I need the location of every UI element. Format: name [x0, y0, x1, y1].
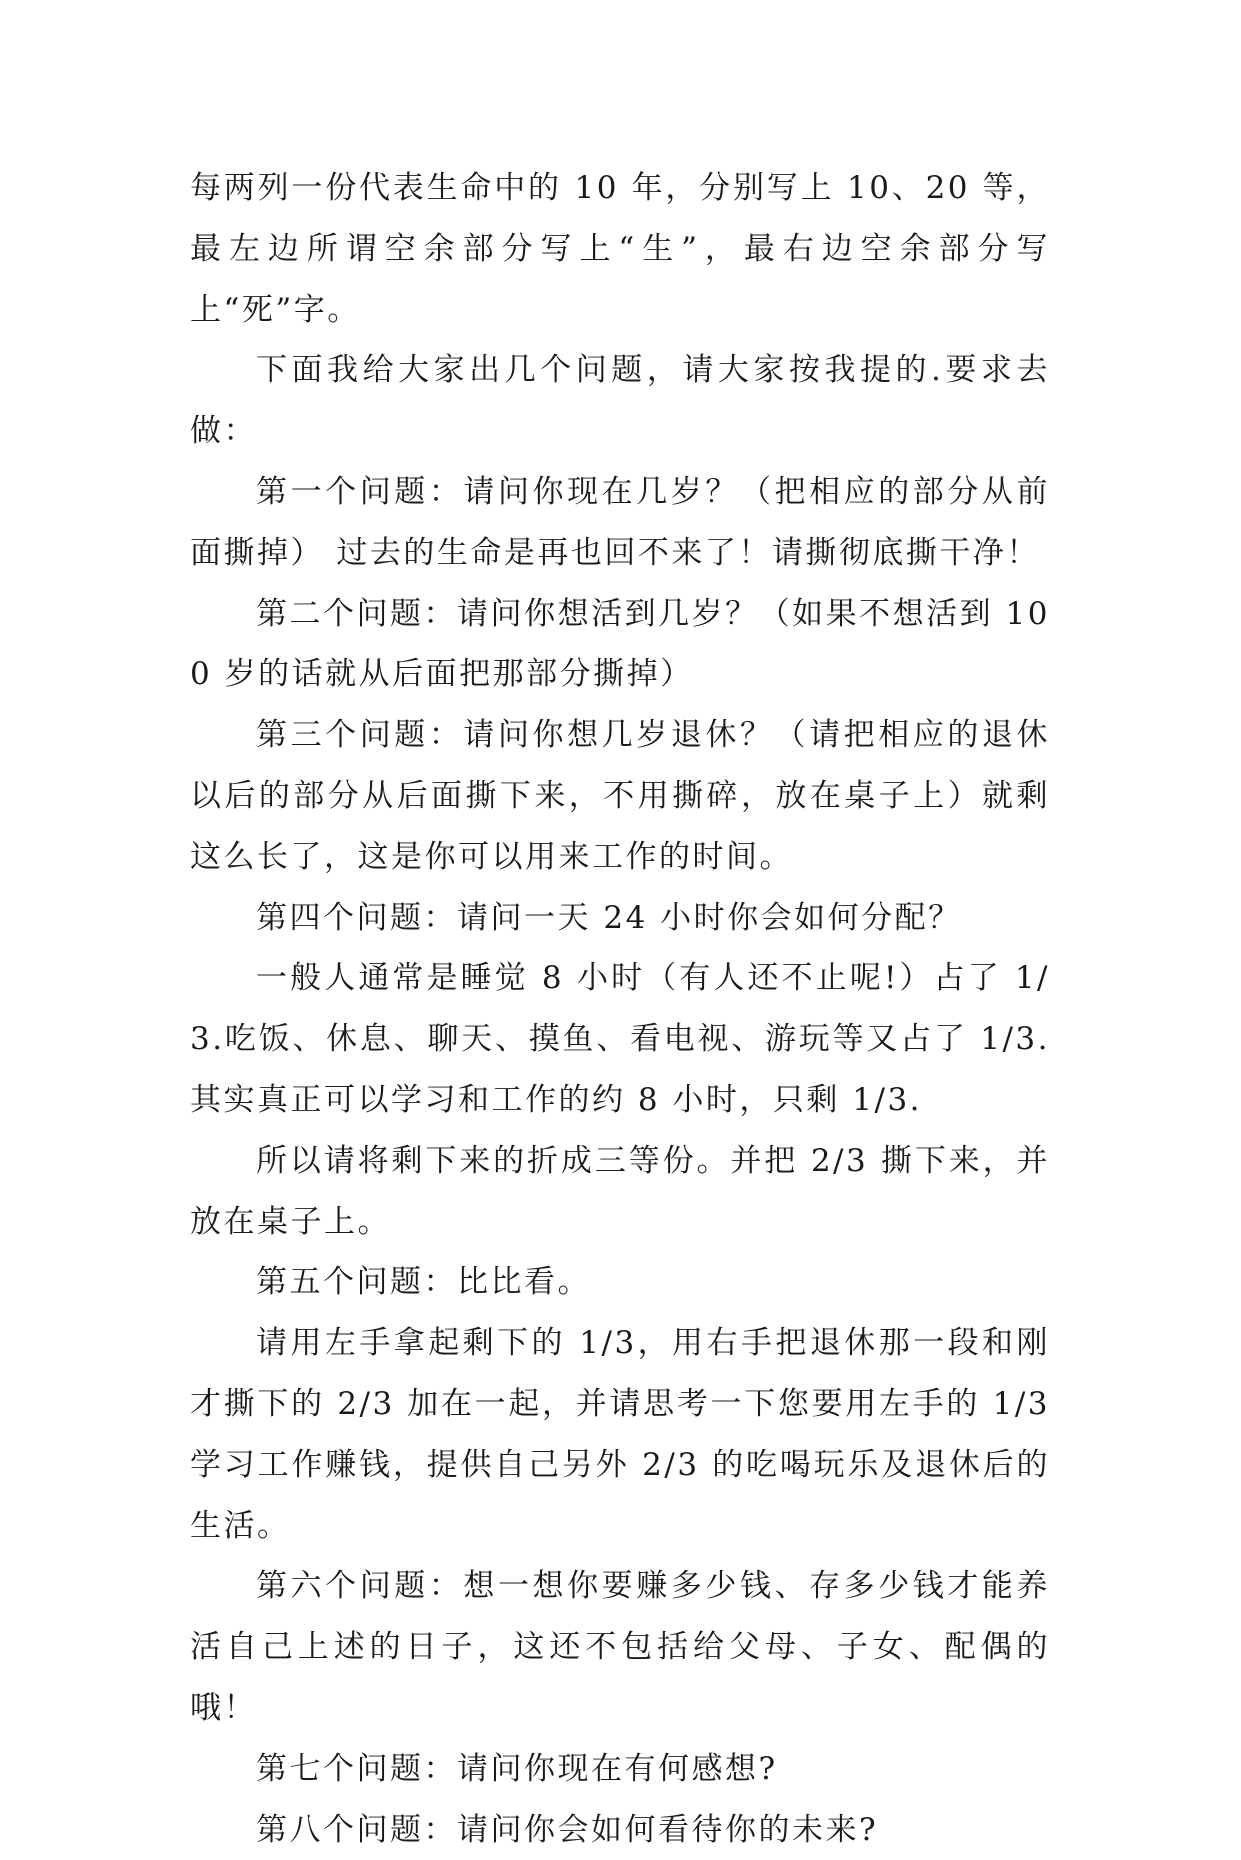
paragraph-question-4: 第四个问题：请问一天 24 小时你会如何分配？	[256, 899, 962, 936]
paragraph-question-7: 第七个问题：请问你现在有何感想?	[256, 1750, 778, 1787]
paragraph-question-3: 第三个问题：请问你想几岁退休？（请把相应的退休以后的部分从后面撕下来，不用撕碎，放在桌子上）就剩这么长了，这是你可以用来工作的时间。	[190, 717, 1050, 875]
paragraph-question-4-action: 所以请将剩下来的折成三等份。并把 2/3 撕下来，并放在桌子上。	[190, 1142, 1050, 1240]
paragraph-question-6: 第六个问题：想一想你要赚多少钱、存多少钱才能养活自己上述的日子，这还不包括给父母、子女、配偶的哦！	[190, 1568, 1050, 1726]
paragraph-question-4-explanation: 一般人通常是睡觉 8 小时（有人还不止呢!）占了 1/3.吃饭、休息、聊天、摸鱼、看电视、游玩等又占了 1/3.其实真正可以学习和工作的约 8 小时，只剩 1/3.	[190, 960, 1050, 1118]
paragraph-question-1: 第一个问题：请问你现在几岁？（把相应的部分从前面撕掉） 过去的生命是再也回不来了！请撕彻底撕干净！	[190, 473, 1050, 571]
paragraph-intro-continued: 每两列一份代表生命中的 10 年，分别写上 10、20 等，最左边所谓空余部分写上“生”，最右边空余部分写上“死”字。	[190, 170, 1050, 328]
paragraph-question-8: 第八个问题：请问你会如何看待你的未来?	[256, 1811, 879, 1848]
paragraph-question-5: 第五个问题：比比看。	[256, 1264, 591, 1301]
paragraph-question-2: 第二个问题：请问你想活到几岁？（如果不想活到 100 岁的话就从后面把那部分撕掉）	[190, 595, 1050, 693]
document-body	[190, 158, 1050, 1860]
paragraph-instructions: 下面我给大家出几个问题，请大家按我提的.要求去做：	[190, 352, 1050, 450]
paragraph-question-5-explanation: 请用左手拿起剩下的 1/3，用右手把退休那一段和刚才撕下的 2/3 加在一起，并请思考一下您要用左手的 1/3 学习工作赚钱，提供自己另外 2/3 的吃喝玩乐及退休后的生活。	[190, 1325, 1050, 1544]
